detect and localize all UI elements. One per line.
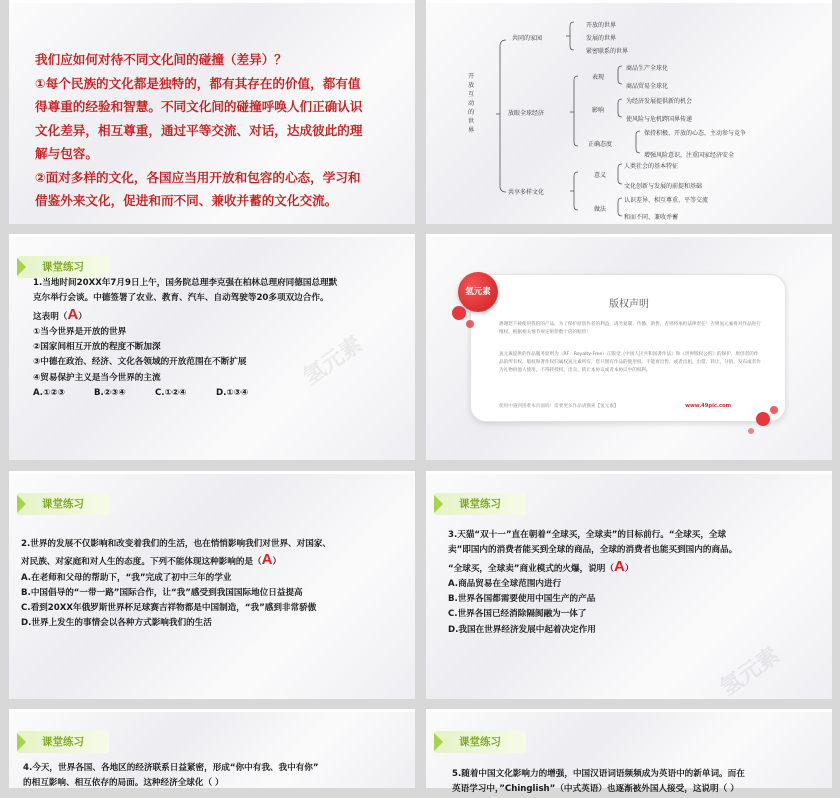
- text-line: 得尊重的经验和智慧。不同文化间的碰撞呼唤人们正确认识: [35, 99, 363, 114]
- question-stem: [448, 559, 826, 577]
- copyright-para: 氢元素提供的作品服务原则为（RF：Royalty-Free）正版受《中国人民共和国著作法》和《世界版权公约》的保护，原创者的作品的所有权、版权和著作权归属权氢元素所有，您只拥有作品的使用权，不能再出售，或者出租、出借、转让、分销、发布或者作为礼物供他人使用，不得转授权、出卖、转让本协议或者本协议中的权利。: [499, 352, 761, 373]
- copyright-title: 版权声明: [609, 299, 649, 310]
- decor-dot: [466, 320, 474, 328]
- slide-8[interactable]: [426, 709, 832, 795]
- question-stem: 英语学习中，”Chinglish”（中式英语）也逐渐被外国人接受，这说明（ ）: [452, 784, 739, 795]
- option: A.商品贸易在全球范围内进行: [448, 578, 562, 589]
- leaf-label: 开放的世界: [586, 22, 617, 29]
- leaf-label: 发展的世界: [586, 35, 617, 42]
- slide-2[interactable]: [426, 0, 832, 224]
- option: B.中国倡导的“一带一路”国际合作，让“我”感受到我国国际地位日益提高: [21, 587, 303, 598]
- sub-label: 意义: [594, 172, 607, 179]
- text-line: 文化差异，相互尊重，通过平等交流、对话，达成彼此的理: [35, 122, 363, 138]
- copyright-para: 感谢您下载使用我们的产品，为了保护原创作者的利益，请勿复制、传播、销售，否则将承担法律责任！否则氢元素将对作品进行维权，根据相关情节规定赔偿数十倍的赔偿！: [499, 322, 761, 335]
- branch-label: 共享多样文化: [508, 189, 545, 196]
- decor-dot: [452, 306, 466, 320]
- question-2: [21, 537, 411, 632]
- watermark: 氢元素: [715, 642, 785, 702]
- leaf-label: 增强风险意识，注重国家经济安全: [644, 152, 735, 159]
- sub-label: 影响: [592, 107, 605, 114]
- choice-row: [33, 386, 405, 401]
- choice-c: C.①②④: [155, 388, 187, 399]
- question-stem: [21, 552, 411, 570]
- option: C.看到20XX年俄罗斯世界杯足球赛吉祥物都是中国制造，“我”感到非常骄傲: [21, 603, 317, 614]
- stem-text: 这表明（: [33, 311, 68, 322]
- leaf-label: 文化创新与发展的前提和基础: [624, 183, 703, 190]
- stem-close: ）: [78, 311, 87, 322]
- question-stem: 1.当地时间20XX年7月9日上午，国务院总理李克强在柏林总理府同德国总理默: [33, 278, 338, 288]
- stem-close: ）: [624, 563, 634, 574]
- question-stem: 2.世界的发展不仅影响和改变着我们的生活，也在悄悄影响我们对世界、对国家、: [21, 539, 332, 549]
- practice-tag-label: 课堂练习: [42, 736, 84, 748]
- question-4: [23, 761, 411, 792]
- decor-dot: [756, 412, 770, 426]
- option: A.在老师和父母的帮助下，“我”完成了初中三年的学业: [21, 572, 232, 583]
- decor-dot: [770, 406, 778, 414]
- question-stem: 3.天猫“双十一”直在朝着“全球买，全球卖”的目标前行。“全球买，全球: [448, 530, 727, 540]
- practice-tag: [434, 731, 526, 753]
- leaf-label: 人类社会的基本特征: [624, 163, 679, 170]
- option: C.世界各国已经消除隔阂融为一体了: [448, 609, 587, 620]
- question-5: [452, 767, 828, 798]
- option: ②国家间相互开放的程度不断加深: [33, 342, 161, 353]
- leaf-label: 紧密联系的世界: [586, 48, 629, 55]
- leaf-label: 使风险与危机跨国界传递: [626, 116, 693, 123]
- copyright-footer: [499, 403, 761, 409]
- practice-tag-label: 课堂练习: [459, 498, 501, 510]
- slide-4[interactable]: [426, 234, 832, 460]
- copyright-card: [470, 274, 786, 422]
- stem-text: “全球买，全球卖”商业模式的火爆，说明（: [448, 563, 614, 574]
- question-stem: [33, 307, 405, 325]
- answer-text: [35, 48, 405, 213]
- practice-tag: [17, 493, 109, 515]
- sub-label: 表现: [592, 74, 605, 81]
- stem-text: 对民族、对家庭和对人生的态度。下列不能体现这种影响的是（: [21, 557, 262, 568]
- slide-6[interactable]: [426, 471, 832, 702]
- text-line: 我们应如何对待不同文化间的碰撞（差异）？: [35, 52, 287, 67]
- answer-mark: A: [614, 557, 625, 575]
- practice-tag-label: 课堂练习: [42, 498, 84, 510]
- practice-tag: [17, 731, 109, 753]
- question-stem: 克尔举行会谈。中德签署了农业、教育、汽车、自动驾驶等20多项双边合作。: [33, 293, 329, 304]
- leaf-label: 为经济发展提供新的机会: [626, 98, 693, 105]
- choice-a: A.①②③: [33, 388, 65, 399]
- decor-dot: [748, 428, 754, 434]
- footer-text: 使用中遇到困难本页面吗！需要更多作品请搜索【氢元素】: [499, 404, 619, 409]
- logo: 氢元素: [458, 272, 498, 312]
- practice-tag: [17, 256, 109, 278]
- leaf-label: 和而不同、兼收并蓄: [624, 214, 679, 221]
- option: B.世界各国都需要使用中国生产的产品: [448, 594, 596, 605]
- branch-label: 共同的家园: [512, 35, 543, 42]
- option: D.我国在世界经济发展中起着决定作用: [448, 624, 596, 635]
- choice-b: B.②③④: [94, 388, 126, 399]
- question-stem: 卖”即国内的消费者能买到全球的商品，全球的消费者也能买到国内的商品。: [448, 545, 738, 556]
- site-url[interactable]: www.49pic.com: [685, 403, 731, 409]
- text-line: ①每个民族的文化都是独特的，都有其存在的价值，都有值: [35, 75, 361, 91]
- text-line: ②面对多样的文化，各国应当用开放和包容的心态，学习和: [35, 169, 361, 185]
- leaf-label: 商品生产全球化: [626, 65, 669, 72]
- sub-label: 正确态度: [588, 141, 613, 148]
- leaf-label: 商品贸易全球化: [626, 83, 669, 90]
- option: ④贸易保护主义是当今世界的主流: [33, 372, 161, 383]
- question-3: [448, 528, 826, 638]
- leaf-label: 保持积极、开放的心态，主动参与竞争: [644, 130, 747, 137]
- text-line: 借鉴外来文化，促进和而不同、兼收并蓄的文化交流。: [35, 193, 338, 208]
- option: ③中德在政治、经济、文化各领域的开放范围在不断扩展: [33, 357, 247, 368]
- practice-tag: [434, 493, 526, 515]
- question-stem: 4.今天，世界各国、各地区的经济联系日益紧密，形成“你中有我、我中有你”: [23, 763, 319, 773]
- option: ①当今世界是开放的世界: [33, 326, 127, 337]
- mind-map-root: 开放互动的世界: [468, 73, 475, 134]
- answer-mark: A: [67, 305, 79, 323]
- watermark: 氢元素: [298, 331, 368, 391]
- slide-7[interactable]: [9, 709, 415, 788]
- text-line: 解与包容。: [35, 146, 98, 161]
- option: D.世界上发生的事情会以各种方式影响我们的生活: [21, 618, 212, 629]
- practice-tag-label: 课堂练习: [459, 736, 501, 748]
- slide-5[interactable]: [9, 471, 415, 699]
- mind-map-lines: [426, 0, 832, 224]
- slide-3[interactable]: [9, 234, 415, 460]
- answer-mark: A: [261, 551, 273, 569]
- question-stem: 5.随着中国文化影响力的增强，中国汉语词语频频成为英语中的新单词。而在: [452, 769, 745, 779]
- practice-tag-label: 课堂练习: [42, 261, 84, 273]
- choice-d: D.①③④: [216, 388, 249, 399]
- branch-label: 放眼全球经济: [508, 110, 545, 117]
- leaf-label: 认识差异、相互尊重、平等交流: [624, 197, 709, 204]
- sub-label: 做法: [594, 206, 607, 213]
- slide-1[interactable]: [9, 0, 415, 224]
- stem-close: ）: [272, 557, 282, 568]
- question-stem: 的相互影响、相互依存的局面。这种经济全球化（ ）: [23, 778, 224, 789]
